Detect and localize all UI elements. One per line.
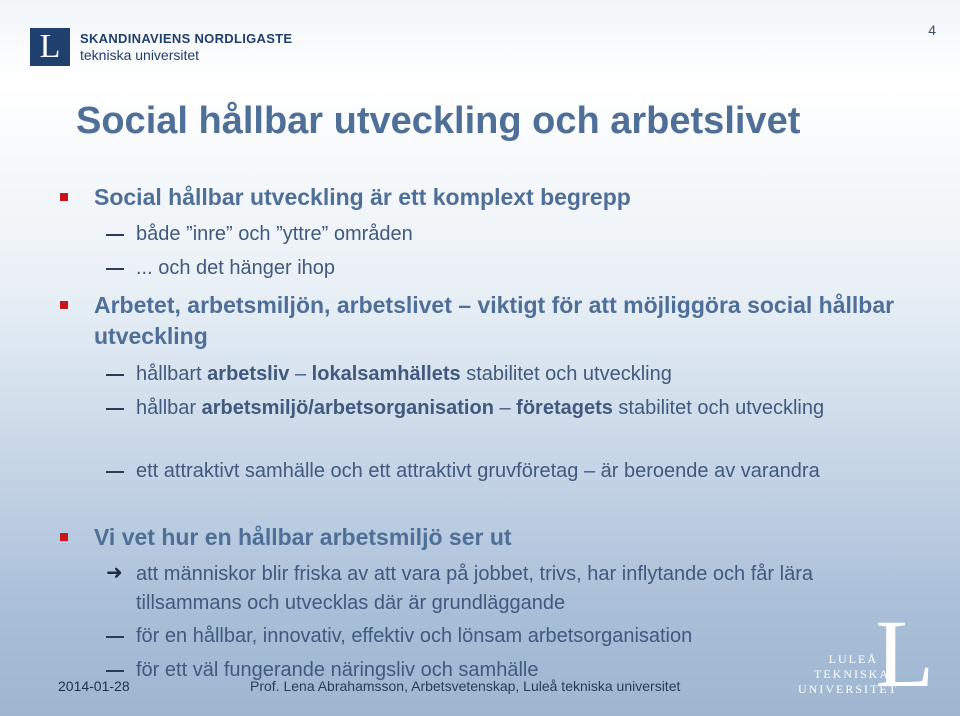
footer-date: 2014-01-28 [58,678,130,694]
bullet-3-sub-3: för ett väl fungerande näringsliv och samhälle [136,656,916,685]
dash-bullet-icon [106,234,124,236]
header [30,28,292,66]
dash-bullet-icon [106,636,124,638]
bullet-3-sub-1: ➜ att människor blir friska av att vara på jobbet, trivs, har inflytande och får lära tillsammans och utvecklas där är grundläggande [136,560,916,618]
dash-bullet-icon [106,670,124,672]
bullet-3-sub-2: för en hållbar, innovativ, effektiv och lönsam arbetsorganisation [136,622,916,651]
bullet-2-sub-2: hållbar arbetsmiljö/arbetsorganisation – företagets stabilitet och utveckling [136,394,916,423]
bullet-1-sub-1: både ”inre” och ”yttre” områden [136,220,916,249]
university-name [80,31,292,63]
dash-bullet-icon [106,408,124,410]
bullet-3: Vi vet hur en hållbar arbetsmiljö ser ut [94,522,914,553]
ltu-logo [788,600,938,707]
footer-credit: Prof. Lena Abrahamsson, Arbetsvetenskap, Luleå tekniska universitet [250,678,681,694]
square-bullet-icon [60,301,68,309]
square-bullet-icon [60,193,68,201]
bullet-2-sub-3: ett attraktivt samhälle och ett attraktivt gruvföretag – är beroende av varandra [136,457,916,486]
university-logo-icon: L [30,28,70,66]
square-bullet-icon [60,533,68,541]
org-line-1: SKANDINAVIENS NORDLIGASTE [80,31,293,46]
bullet-1: Social hållbar utveckling är ett komplext begrepp [94,182,914,213]
bullet-1-sub-2: ... och det hänger ihop [136,254,916,283]
slide-title: Social hållbar utveckling och arbetslivet [76,100,801,142]
arrow-right-icon: ➜ [106,562,123,584]
bullet-2: Arbetet, arbetsmiljön, arbetslivet – viktigt för att möjliggöra social hållbar utveckling [94,290,914,352]
dash-bullet-icon [106,471,124,473]
ltu-logo-word-2: TEKNISKA [814,667,890,681]
ltu-logo-word-1: LULEÅ [828,652,878,666]
ltu-logo-word-3: UNIVERSITET [798,682,898,696]
org-line-2: tekniska universitet [80,47,200,63]
dash-bullet-icon [106,268,124,270]
ltu-logo-letter: L [875,600,934,707]
page-number: 4 [928,22,936,38]
dash-bullet-icon [106,374,124,376]
bullet-2-sub-1: hållbart arbetsliv – lokalsamhällets stabilitet och utveckling [136,360,916,389]
